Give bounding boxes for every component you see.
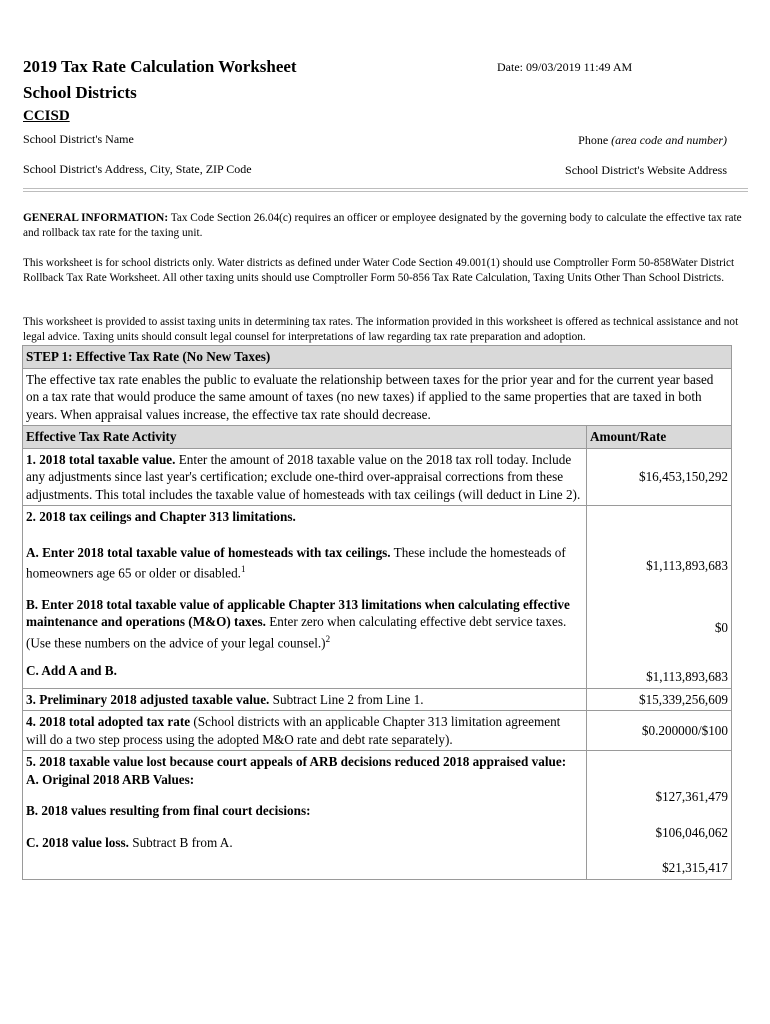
line-2c-title: C. Add A and B. — [26, 662, 117, 678]
line-4-desc — [23, 711, 587, 751]
line-2a-title: A. Enter 2018 total taxable value of homesteads with tax ceilings. — [26, 544, 391, 560]
line-1-amount: $16,453,150,292 — [587, 448, 732, 506]
district-name-label: School District's Name — [23, 132, 134, 146]
footnote-1-ref: 1 — [240, 564, 246, 574]
general-para-2: This worksheet is for school districts only. Water districts as defined under Water Code Section 49.001(1) should use Comptroller Form 50-858Water District Rollback Tax Rate Worksheet. All other taxing units should use Comptroller Form 50-856 Tax Rate Calculation, Taxing Units Other Than School Districts. — [23, 257, 735, 284]
line-2a-text: These include the homesteads of homeowners age 65 or older or disabled. — [26, 544, 566, 581]
footnote-2-ref: 2 — [325, 633, 331, 644]
line-5a-amount: $127,361,479 — [655, 789, 728, 804]
address-label: School District's Address, City, State, ZIP Code — [23, 162, 252, 176]
line-2b-title: B. Enter 2018 total taxable value of applicable Chapter 313 limitations when calculating effective maintenance and operations (M&O) taxes. — [26, 596, 570, 630]
line-4-text: (School districts with an applicable Chapter 313 limitation agreement will do a two step process using the adopted M&O rate and debt rate separately). — [26, 714, 561, 747]
line-5c-amount: $21,315,417 — [662, 860, 728, 875]
general-info — [23, 211, 745, 241]
line-5a-desc — [26, 771, 583, 789]
line-5-title: 5. 2018 taxable value lost because court appeals of ARB decisions reduced 2018 appraised value: — [26, 754, 567, 769]
line-5-desc — [23, 751, 587, 880]
line-5c-title: C. 2018 value loss. — [26, 834, 129, 850]
col-amount-header: Amount/Rate — [587, 426, 732, 449]
step1-title: STEP 1: Effective Tax Rate (No New Taxes) — [23, 346, 732, 369]
worksheet-date: Date: 09/03/2019 11:49 AM — [497, 60, 633, 74]
line-4-amount: $0.200000/$100 — [587, 711, 732, 751]
worksheet-subtitle: School Districts — [23, 83, 137, 102]
table-row — [23, 751, 732, 880]
step1-header-row — [23, 346, 732, 369]
table-row — [23, 506, 732, 689]
district-name: CCISD — [23, 108, 70, 124]
divider — [23, 188, 748, 189]
line-2b-desc — [26, 596, 583, 652]
line-5b-title: B. 2018 values resulting from final court decisions: — [26, 803, 311, 818]
line-3-title: 3. Preliminary 2018 adjusted taxable value. — [26, 691, 270, 707]
line-2-title: 2. 2018 tax ceilings and Chapter 313 limitations. — [26, 509, 296, 524]
line-2-desc — [23, 506, 587, 689]
line-1-title: 1. 2018 total taxable value. — [26, 451, 176, 467]
line-5c-desc — [26, 834, 583, 852]
line-2c-desc — [26, 662, 583, 680]
line-2-amounts — [587, 506, 732, 689]
general-heading: GENERAL INFORMATION: — [23, 212, 169, 224]
phone-label — [578, 133, 727, 148]
table-row — [23, 711, 732, 751]
step1-table — [22, 345, 732, 880]
line-5-amounts — [587, 751, 732, 880]
general-text: Tax Code Section 26.04(c) requires an officer or employee designated by the governing body to calculate the effective tax rate and rollback tax rate for the taxing unit. — [23, 212, 742, 239]
step1-description-row — [23, 368, 732, 426]
table-row — [23, 688, 732, 711]
line-1-desc — [23, 448, 587, 506]
line-5c-text: Subtract B from A. — [128, 834, 233, 850]
line-5a-title: A. Original 2018 ARB Values: — [26, 771, 195, 787]
general-para-3: This worksheet is provided to assist taxing units in determining tax rates. The information provided in this worksheet is offered as technical assistance and not legal advice. Taxing units should consult legal counsel for interpretations of law regarding tax rate preparation and adoption. — [23, 316, 739, 343]
line-2b-text: Enter zero when calculating effective debt service taxes. (Use these numbers on the advice of your legal counsel.) — [26, 614, 567, 651]
line-2c-amount: $1,113,893,683 — [646, 669, 728, 684]
table-row — [23, 448, 732, 506]
line-2a-amount: $1,113,893,683 — [646, 558, 728, 573]
column-header-row — [23, 426, 732, 449]
website-label: School District's Website Address — [565, 163, 727, 177]
line-5b-amount: $106,046,062 — [655, 824, 728, 840]
phone-hint: (area code and number) — [611, 133, 727, 147]
divider — [23, 191, 748, 192]
step1-description: The effective tax rate enables the public to evaluate the relationship between taxes for the prior year and for the current year based on a tax rate that would produce the same amount of taxes (no new taxes) if applied to the same properties that are taxed in both years. When appraisal values increase, the effective tax rate should decrease. — [23, 368, 732, 426]
line-3-text: Subtract Line 2 from Line 1. — [269, 691, 424, 707]
worksheet-title: 2019 Tax Rate Calculation Worksheet — [23, 57, 297, 76]
phone-label-text: Phone — [578, 133, 609, 147]
line-3-amount: $15,339,256,609 — [587, 688, 732, 711]
line-2b-amount: $0 — [714, 619, 728, 635]
col-activity-header: Effective Tax Rate Activity — [23, 426, 587, 449]
line-5b-desc — [26, 802, 583, 820]
line-2a-desc — [26, 544, 583, 582]
line-3-desc — [23, 688, 587, 711]
line-4-title: 4. 2018 total adopted tax rate — [26, 714, 191, 729]
line-1-text: Enter the amount of 2018 taxable value on the 2018 tax roll today. Include any adjustments since last year's certification; exclude one-third over-appraisal corrections from these adjustments. This total includes the taxable value of homesteads with tax ceilings (will deduct in Line 2). — [26, 451, 581, 502]
